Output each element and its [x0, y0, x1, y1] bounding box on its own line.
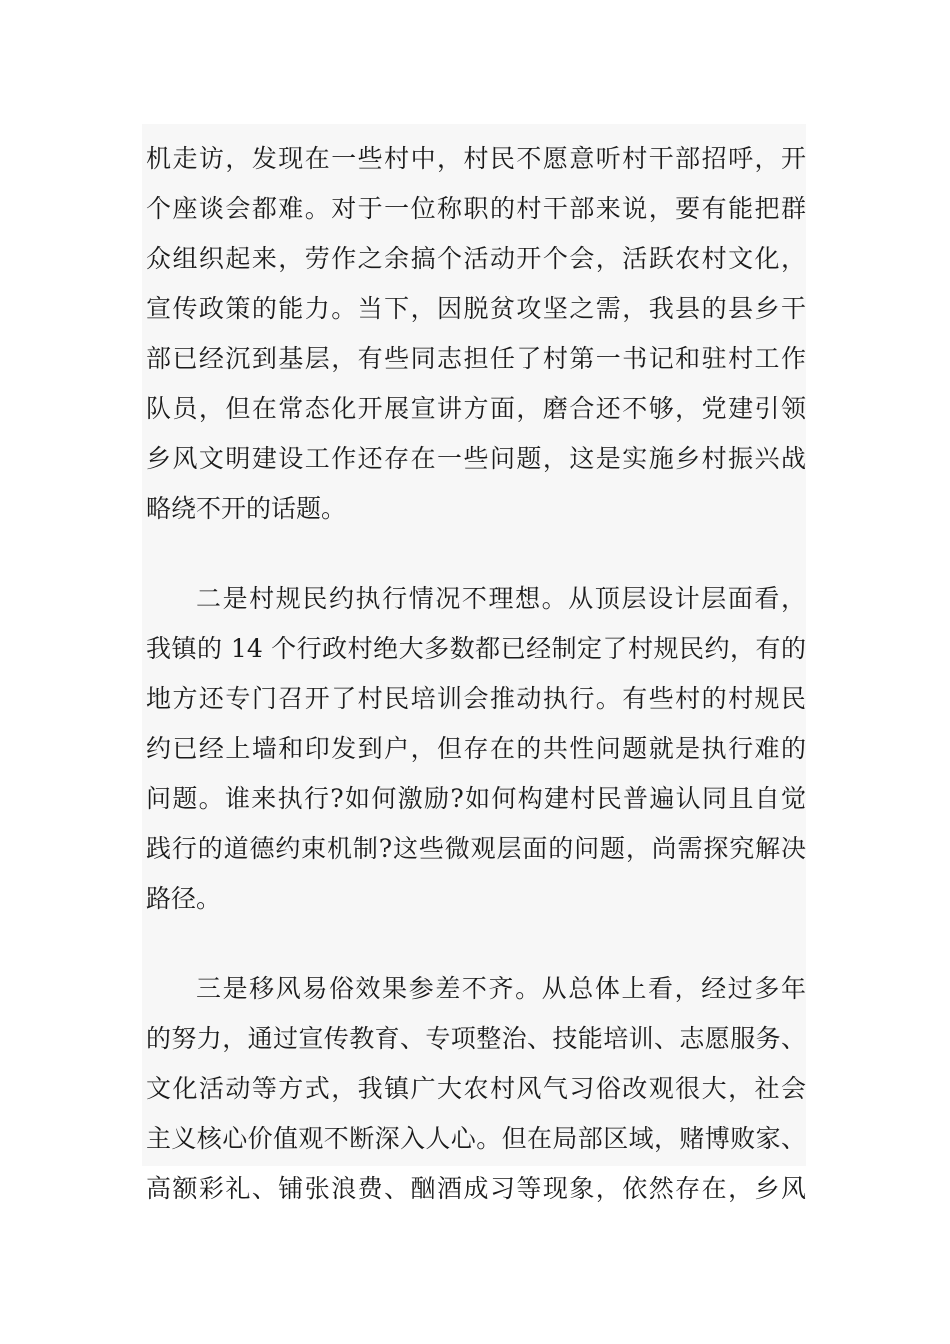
body-text [146, 134, 806, 1214]
paragraph-1-line-8: 略绕不开的话题。 [146, 494, 347, 523]
paragraph-1-line-1: 机走访，发现在一些村中，村民不愿意听村干部招呼，开 [146, 144, 806, 173]
paragraph-3-line-3: 文化活动等方式，我镇广大农村风气习俗改观很大，社会 [146, 1074, 806, 1103]
paragraph-1-line-3: 众组织起来，劳作之余搞个活动开个会，活跃农村文化， [146, 244, 806, 273]
paragraph-2-line-1: 二是村规民约执行情况不理想。从顶层设计层面看， [196, 584, 806, 613]
paragraph-3-line-1: 三是移风易俗效果参差不齐。从总体上看，经过多年 [196, 974, 806, 1003]
paragraph-2-line-4: 约已经上墙和印发到户，但存在的共性问题就是执行难的 [146, 734, 806, 763]
paragraph-3-line-2: 的努力，通过宣传教育、专项整治、技能培训、志愿服务、 [146, 1024, 806, 1053]
paragraph-2-line-5: 问题。谁来执行?如何激励?如何构建村民普遍认同且自觉 [146, 784, 806, 813]
paragraph-1-line-5: 部已经沉到基层，有些同志担任了村第一书记和驻村工作 [146, 344, 806, 373]
paragraph-3-line-5: 高额彩礼、铺张浪费、酗酒成习等现象，依然存在，乡风 [146, 1174, 806, 1203]
paragraph-1-line-2: 个座谈会都难。对于一位称职的村干部来说，要有能把群 [146, 194, 806, 223]
paragraph-1-line-6: 队员，但在常态化开展宣讲方面，磨合还不够，党建引领 [146, 394, 806, 423]
paragraph-gap [146, 534, 806, 574]
paragraph-1-line-7: 乡风文明建设工作还存在一些问题，这是实施乡村振兴战 [146, 444, 806, 473]
paragraph-2-line-3: 地方还专门召开了村民培训会推动执行。有些村的村规民 [146, 684, 806, 713]
paragraph-3-line-4: 主义核心价值观不断深入人心。但在局部区域，赌博败家、 [146, 1124, 806, 1153]
paragraph-gap [146, 924, 806, 964]
paragraph-2-line-7: 路径。 [146, 884, 222, 913]
paragraph-2-line-6: 践行的道德约束机制?这些微观层面的问题，尚需探究解决 [146, 834, 806, 863]
paragraph-2-line-2: 我镇的 14 个行政村绝大多数都已经制定了村规民约，有的 [146, 634, 806, 663]
text-block [142, 124, 806, 1203]
paragraph-1-line-4: 宣传政策的能力。当下，因脱贫攻坚之需，我县的县乡干 [146, 294, 806, 323]
